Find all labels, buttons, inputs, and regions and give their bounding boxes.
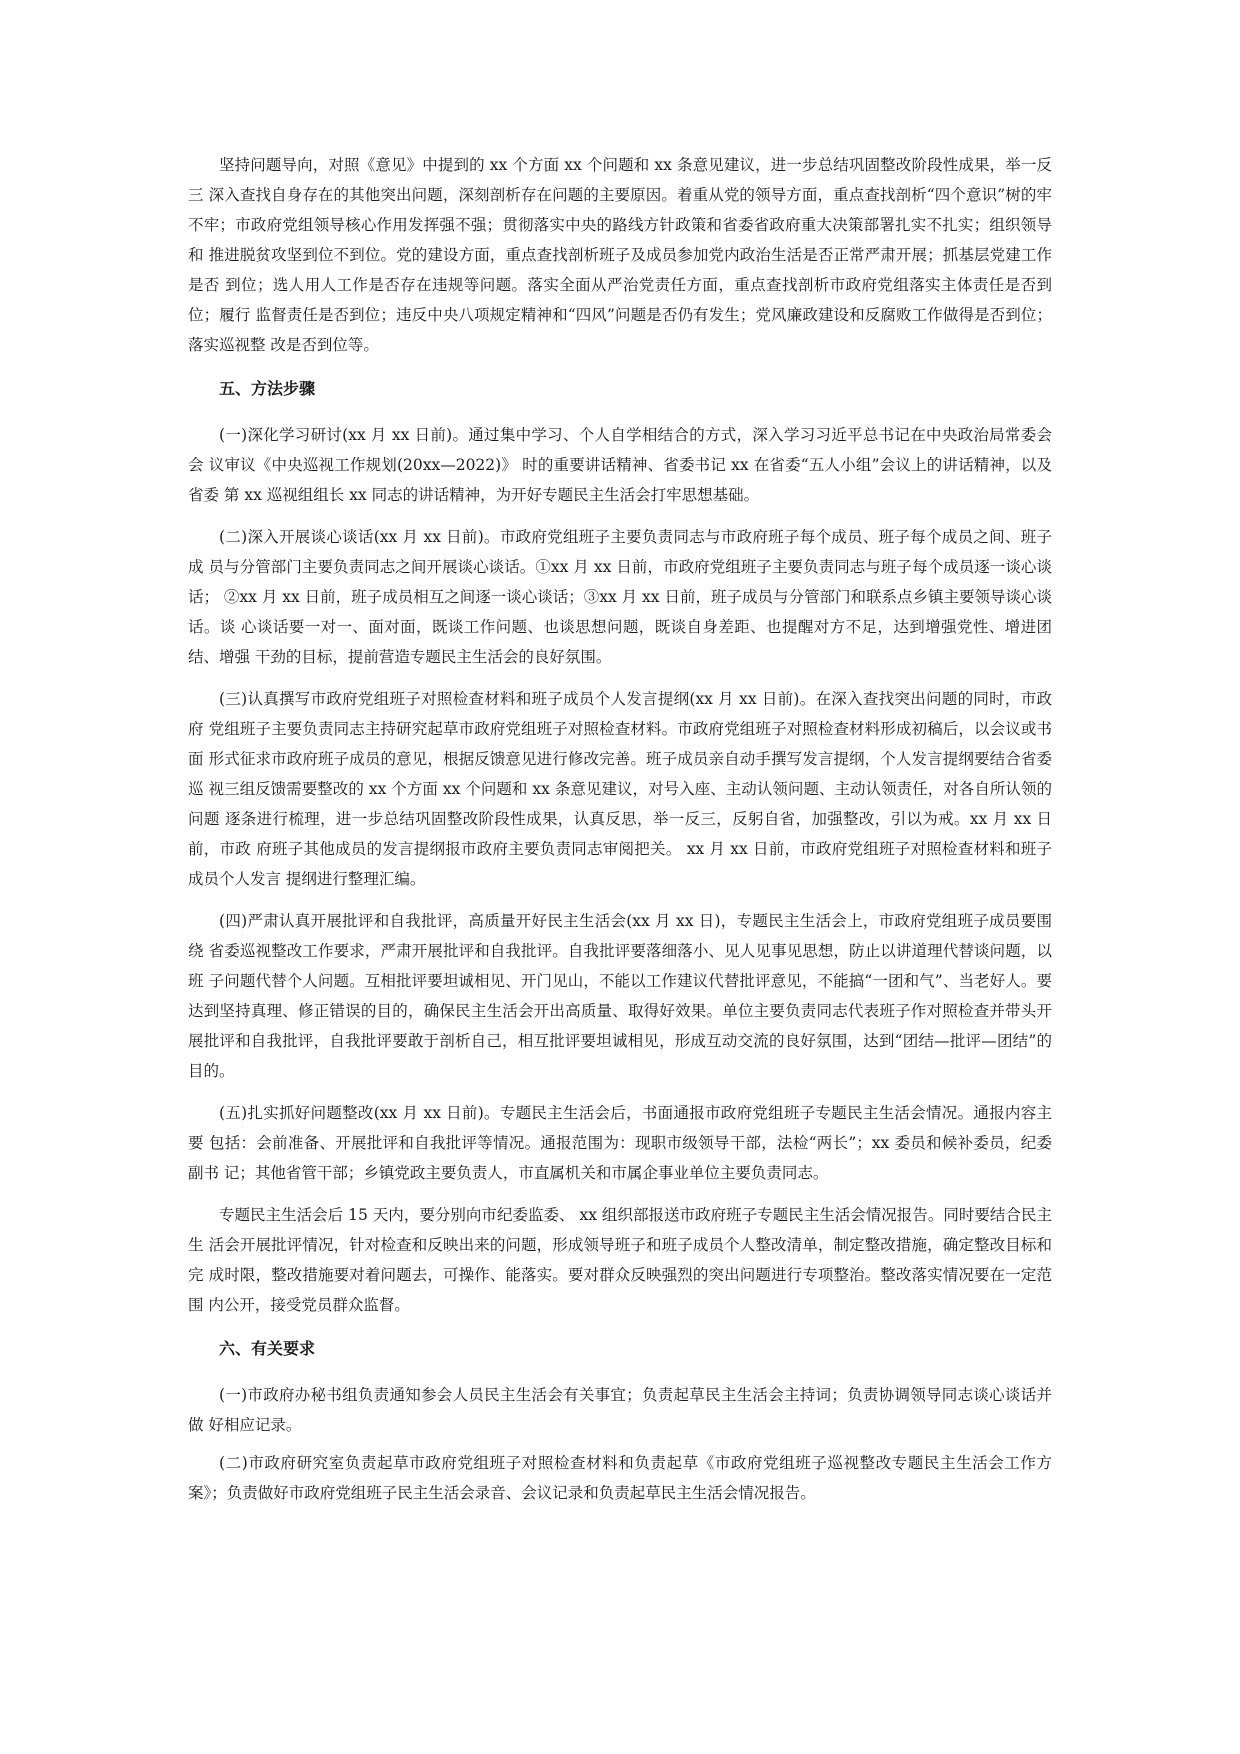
section-heading-methods: 五、方法步骤 <box>219 379 316 398</box>
paragraph-problem-orientation: 坚持问题导向，对照《意见》中提到的 xx 个方面 xx 个问题和 xx 条意见建议，进一步总结巩固整改阶段性成果，举一反三 深入查找自身存在的其他突出问题，深刻剖析存在问题的主要原因。着重从党的领导方面，重点查找剖析“四个意识”树的牢 不牢；市政府党组领导核心作用发挥强不强；贯彻落实中央的路线方针政策和省委省政府重大决策部署扎实不扎实；组织领导和 推进脱贫攻坚到位不到位。党的建设方面，重点查找剖析班子及成员参加党内政治生活是否正常严肃开展；抓基层党建工作是否 到位；选人用人工作是否存在违规等问题。落实全面从严治党责任方面，重点查找剖析市政府党组落实主体责任是否到位；履行 监督责任是否到位；违反中央八项规定精神和“四风”问题是否仍有发生；党风廉政建设和反腐败工作做得是否到位；落实巡视整 改是否到位等。 <box>188 156 1052 354</box>
paragraph-secretariat: (一)市政府办秘书组负责通知参会人员民主生活会有关事宜；负责起草民主生活会主持词；负责协调领导同志谈心谈话并做 好相应记录。 <box>188 1386 1052 1434</box>
paragraph-criticism: (四)严肃认真开展批评和自我批评，高质量开好民主生活会(xx 月 xx 日)，专题民主生活会上，市政府党组班子成员要围绕 省委巡视整改工作要求，严肃开展批评和自我批评。自我批评要落细落小、见人见事见思想，防止以讲道理代替谈问题，以班 子问题代替个人问题。互相批评要坦诚相见、开门见山，不能以工作建议代替批评意见，不能搞“一团和气”、当老好人。要 达到坚持真理、修正错误的目的，确保民主生活会开出高质量、取得好效果。单位主要负责同志代表班子作对照检查并带头开 展批评和自我批评，自我批评要敢于剖析自己，相互批评要坦诚相见，形成互动交流的良好氛围，达到“团结—批评—团结”的 目的。 <box>188 912 1052 1080</box>
paragraph-heart-talks: (二)深入开展谈心谈话(xx 月 xx 日前)。市政府党组班子主要负责同志与市政府班子每个成员、班子每个成员之间、班子成 员与分管部门主要负责同志之间开展谈心谈话。①xx 月 xx 日前，市政府党组班子主要负责同志与班子每个成员逐一谈心谈话； ②xx 月 xx 日前，班子成员相互之间逐一谈心谈话；③xx 月 xx 日前，班子成员与分管部门和联系点乡镇主要领导谈心谈话。谈 心谈话要一对一、面对面，既谈工作问题、也谈思想问题，既谈自身差距、也提醒对方不足，达到增强党性、增进团结、增强 干劲的目标，提前营造专题民主生活会的良好氛围。 <box>188 528 1052 666</box>
paragraph-report: 专题民主生活会后 15 天内，要分别向市纪委监委、 xx 组织部报送市政府班子专题民主生活会情况报告。同时要结合民主生 活会开展批评情况，针对检查和反映出来的问题，形成领导班子和班子成员个人整改清单，制定整改措施，确定整改目标和完 成时限，整改措施要对着问题去，可操作、能落实。要对群众反映强烈的突出问题进行专项整治。整改落实情况要在一定范围 内公开，接受党员群众监督。 <box>188 1206 1052 1314</box>
document-page <box>188 150 1052 1520</box>
paragraph-materials: (三)认真撰写市政府党组班子对照检查材料和班子成员个人发言提纲(xx 月 xx 日前)。在深入查找突出问题的同时，市政府 党组班子主要负责同志主持研究起草市政府党组班子对照检查材料。市政府党组班子对照检查材料形成初稿后，以会议或书面 形式征求市政府班子成员的意见，根据反馈意见进行修改完善。班子成员亲自动手撰写发言提纲，个人发言提纲要结合省委巡 视三组反馈需要整改的 xx 个方面 xx 个问题和 xx 条意见建议，对号入座、主动认领问题、主动认领责任，对各自所认领的问题 逐条进行梳理，进一步总结巩固整改阶段性成果，认真反思，举一反三，反躬自省，加强整改，引以为戒。xx 月 xx 日前，市政 府班子其他成员的发言提纲报市政府主要负责同志审阅把关。 xx 月 xx 日前，市政府党组班子对照检查材料和班子成员个人发言 提纲进行整理汇编。 <box>188 690 1052 888</box>
paragraph-research-office: (二)市政府研究室负责起草市政府党组班子对照检查材料和负责起草《市政府党组班子巡视整改专题民主生活会工作方案》；负责做好市政府党组班子民主生活会录音、会议记录和负责起草民主生活会情况报告。 <box>188 1454 1052 1502</box>
section-heading-requirements: 六、有关要求 <box>219 1339 316 1358</box>
paragraph-study: (一)深化学习研讨(xx 月 xx 日前)。通过集中学习、个人自学相结合的方式，深入学习习近平总书记在中央政治局常委会会 议审议《中央巡视工作规划(20xx—2022)》 时的重要讲话精神、省委书记 xx 在省委“五人小组”会议上的讲话精神，以及省委 第 xx 巡视组组长 xx 同志的讲话精神，为开好专题民主生活会打牢思想基础。 <box>188 426 1052 504</box>
paragraph-rectification: (五)扎实抓好问题整改(xx 月 xx 日前)。专题民主生活会后，书面通报市政府党组班子专题民主生活会情况。通报内容主要 包括：会前准备、开展批评和自我批评等情况。通报范围为：现职市级领导干部，法检“两长”；xx 委员和候补委员，纪委副书 记；其他省管干部；乡镇党政主要负责人，市直属机关和市属企事业单位主要负责同志。 <box>188 1104 1052 1182</box>
